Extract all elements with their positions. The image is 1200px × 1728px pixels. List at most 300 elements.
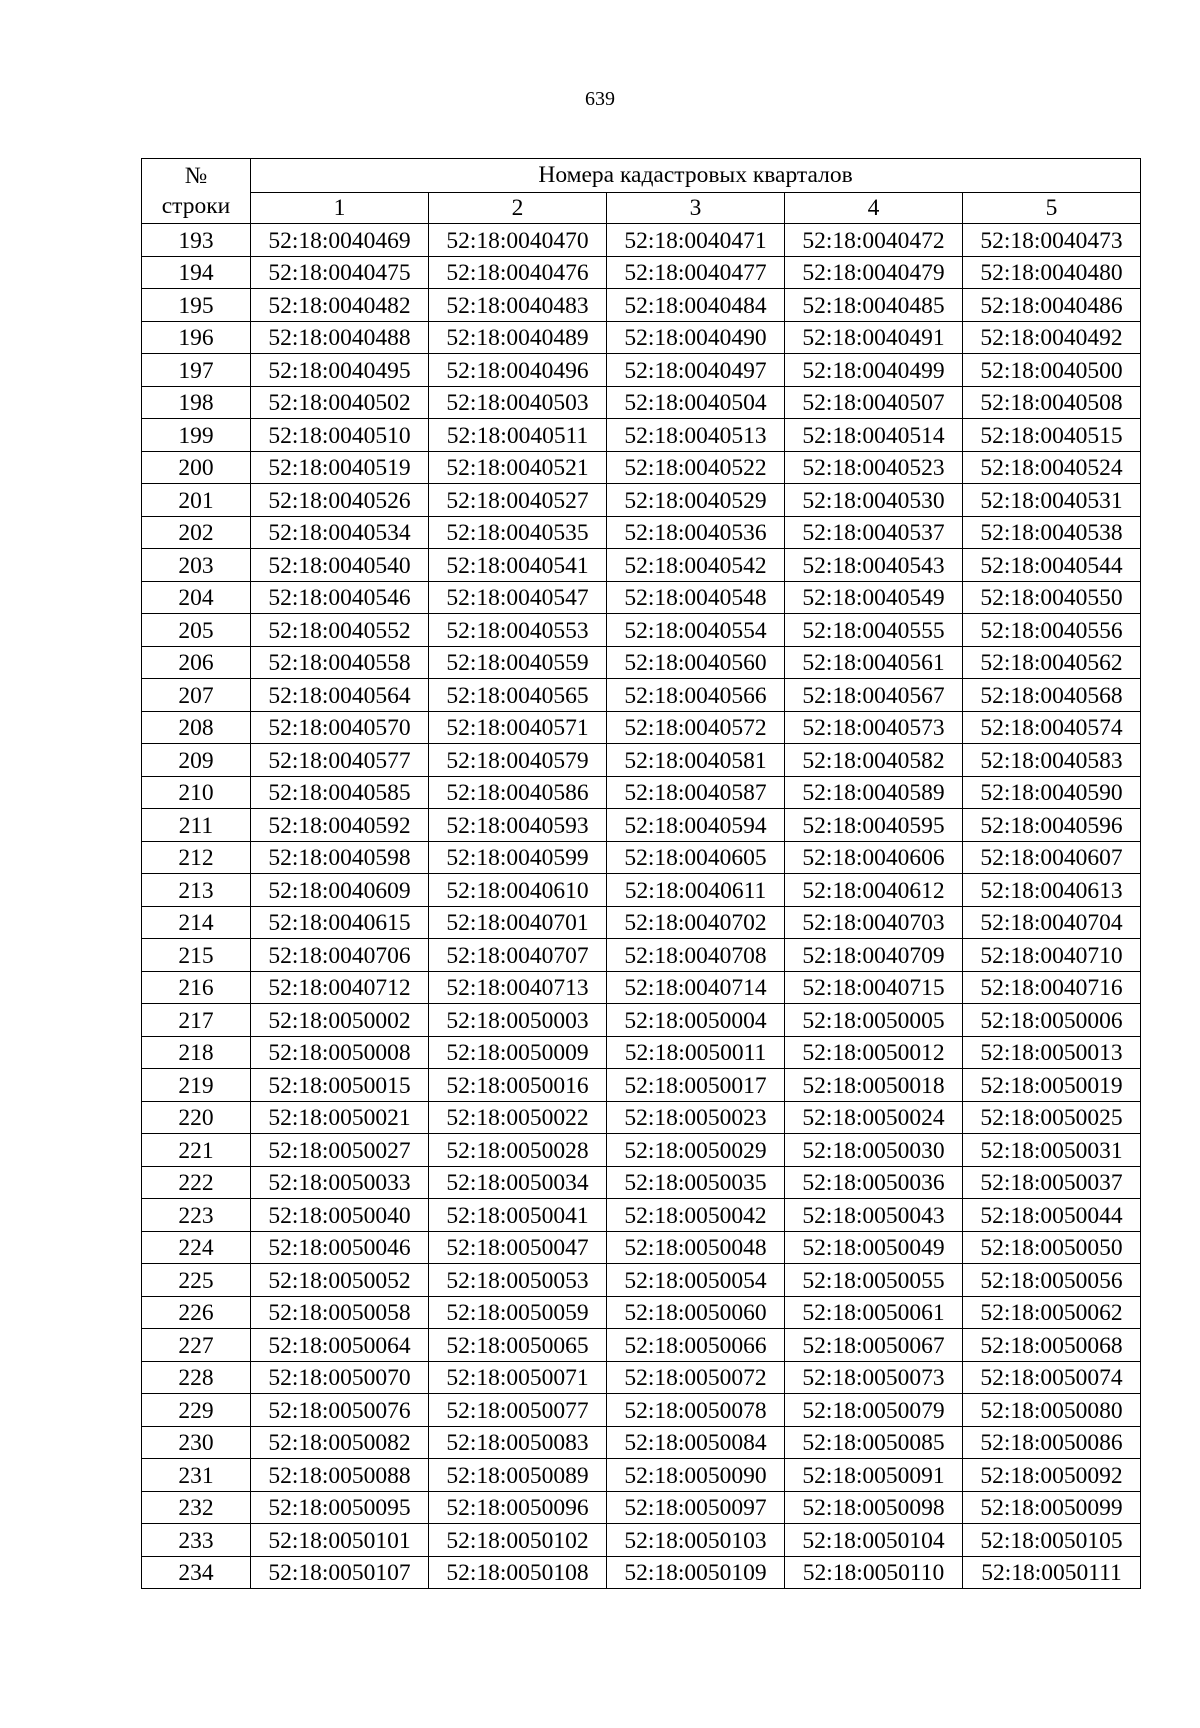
cadastral-number-cell: 52:18:0040479	[785, 256, 963, 289]
row-number-cell: 200	[142, 451, 251, 484]
cadastral-number-cell: 52:18:0040492	[963, 321, 1141, 354]
row-number-cell: 206	[142, 646, 251, 679]
cadastral-number-cell: 52:18:0040540	[251, 549, 429, 582]
row-number-cell: 217	[142, 1004, 251, 1037]
cadastral-number-cell: 52:18:0040707	[429, 939, 607, 972]
table-row	[142, 906, 1141, 939]
row-number-cell: 198	[142, 386, 251, 419]
cadastral-number-cell: 52:18:0040521	[429, 451, 607, 484]
cadastral-number-cell: 52:18:0040497	[607, 354, 785, 387]
cadastral-number-cell: 52:18:0050030	[785, 1134, 963, 1167]
cadastral-number-cell: 52:18:0040475	[251, 256, 429, 289]
cadastral-number-cell: 52:18:0040480	[963, 256, 1141, 289]
cadastral-number-cell: 52:18:0040490	[607, 321, 785, 354]
row-number-cell: 230	[142, 1426, 251, 1459]
cadastral-number-cell: 52:18:0050088	[251, 1459, 429, 1492]
cadastral-number-cell: 52:18:0050008	[251, 1036, 429, 1069]
table-row	[142, 1069, 1141, 1102]
cadastral-number-cell: 52:18:0040577	[251, 744, 429, 777]
cadastral-number-cell: 52:18:0040544	[963, 549, 1141, 582]
cadastral-number-cell: 52:18:0050083	[429, 1426, 607, 1459]
cadastral-number-cell: 52:18:0050101	[251, 1524, 429, 1557]
cadastral-number-cell: 52:18:0040590	[963, 776, 1141, 809]
cadastral-number-cell: 52:18:0050084	[607, 1426, 785, 1459]
cadastral-number-cell: 52:18:0040701	[429, 906, 607, 939]
row-number-cell: 208	[142, 711, 251, 744]
cadastral-number-cell: 52:18:0040556	[963, 614, 1141, 647]
cadastral-number-cell: 52:18:0050044	[963, 1199, 1141, 1232]
table-row	[142, 614, 1141, 647]
cadastral-number-cell: 52:18:0050080	[963, 1394, 1141, 1427]
cadastral-number-cell: 52:18:0040491	[785, 321, 963, 354]
cadastral-number-cell: 52:18:0050017	[607, 1069, 785, 1102]
cadastral-number-cell: 52:18:0040598	[251, 841, 429, 874]
cadastral-number-cell: 52:18:0050061	[785, 1296, 963, 1329]
cadastral-number-cell: 52:18:0040570	[251, 711, 429, 744]
table-row	[142, 1199, 1141, 1232]
cadastral-number-cell: 52:18:0050077	[429, 1394, 607, 1427]
cadastral-number-cell: 52:18:0040535	[429, 516, 607, 549]
table-row	[142, 1361, 1141, 1394]
cadastral-number-cell: 52:18:0040483	[429, 289, 607, 322]
cadastral-number-cell: 52:18:0050085	[785, 1426, 963, 1459]
cadastral-number-cell: 52:18:0040477	[607, 256, 785, 289]
cadastral-number-cell: 52:18:0040472	[785, 224, 963, 257]
cadastral-number-cell: 52:18:0040526	[251, 484, 429, 517]
cadastral-number-cell: 52:18:0040581	[607, 744, 785, 777]
cadastral-number-cell: 52:18:0040514	[785, 419, 963, 452]
table-row	[142, 1329, 1141, 1362]
table-row	[142, 711, 1141, 744]
row-number-cell: 201	[142, 484, 251, 517]
cadastral-number-cell: 52:18:0050013	[963, 1036, 1141, 1069]
cadastral-number-cell: 52:18:0040524	[963, 451, 1141, 484]
row-number-cell: 228	[142, 1361, 251, 1394]
table-row	[142, 1004, 1141, 1037]
table-row	[142, 516, 1141, 549]
cadastral-number-cell: 52:18:0050071	[429, 1361, 607, 1394]
cadastral-number-cell: 52:18:0040471	[607, 224, 785, 257]
cadastral-number-cell: 52:18:0040708	[607, 939, 785, 972]
cadastral-number-cell: 52:18:0040561	[785, 646, 963, 679]
cadastral-number-cell: 52:18:0050070	[251, 1361, 429, 1394]
cadastral-number-cell: 52:18:0040712	[251, 971, 429, 1004]
page-number: 639	[585, 88, 615, 110]
cadastral-number-cell: 52:18:0040529	[607, 484, 785, 517]
row-number-cell: 207	[142, 679, 251, 712]
table-row	[142, 1491, 1141, 1524]
cadastral-number-cell: 52:18:0050091	[785, 1459, 963, 1492]
cadastral-number-cell: 52:18:0040530	[785, 484, 963, 517]
table-row	[142, 1459, 1141, 1492]
cadastral-number-cell: 52:18:0040592	[251, 809, 429, 842]
row-number-cell: 196	[142, 321, 251, 354]
cadastral-number-cell: 52:18:0050027	[251, 1134, 429, 1167]
cadastral-number-cell: 52:18:0050021	[251, 1101, 429, 1134]
cadastral-number-cell: 52:18:0040549	[785, 581, 963, 614]
row-number-cell: 234	[142, 1556, 251, 1589]
row-number-cell: 212	[142, 841, 251, 874]
cadastral-number-cell: 52:18:0040715	[785, 971, 963, 1004]
cadastral-number-cell: 52:18:0040615	[251, 906, 429, 939]
row-number-cell: 203	[142, 549, 251, 582]
column-header-2: 2	[429, 193, 607, 224]
header-row-columns	[142, 193, 1141, 224]
cadastral-number-cell: 52:18:0040566	[607, 679, 785, 712]
cadastral-number-cell: 52:18:0040486	[963, 289, 1141, 322]
cadastral-number-cell: 52:18:0040476	[429, 256, 607, 289]
header-row-top	[142, 159, 1141, 193]
table-row	[142, 484, 1141, 517]
table-header	[142, 159, 1141, 224]
table-row	[142, 1101, 1141, 1134]
cadastral-number-cell: 52:18:0050055	[785, 1264, 963, 1297]
cadastral-number-cell: 52:18:0040605	[607, 841, 785, 874]
row-number-cell: 194	[142, 256, 251, 289]
cadastral-number-cell: 52:18:0040508	[963, 386, 1141, 419]
cadastral-number-cell: 52:18:0040485	[785, 289, 963, 322]
cadastral-number-cell: 52:18:0050076	[251, 1394, 429, 1427]
row-number-header-label: строки	[161, 193, 231, 219]
cadastral-number-cell: 52:18:0040513	[607, 419, 785, 452]
table-row	[142, 1231, 1141, 1264]
cadastral-number-cell: 52:18:0040510	[251, 419, 429, 452]
table-body	[142, 224, 1141, 1589]
table-row	[142, 1394, 1141, 1427]
cadastral-number-cell: 52:18:0050079	[785, 1394, 963, 1427]
cadastral-number-cell: 52:18:0040610	[429, 874, 607, 907]
cadastral-number-cell: 52:18:0040536	[607, 516, 785, 549]
cadastral-number-cell: 52:18:0040704	[963, 906, 1141, 939]
cadastral-number-cell: 52:18:0040502	[251, 386, 429, 419]
cadastral-number-cell: 52:18:0050022	[429, 1101, 607, 1134]
cadastral-number-cell: 52:18:0050050	[963, 1231, 1141, 1264]
table-row	[142, 1166, 1141, 1199]
cadastral-number-cell: 52:18:0050095	[251, 1491, 429, 1524]
cadastral-number-cell: 52:18:0040547	[429, 581, 607, 614]
cadastral-number-cell: 52:18:0050089	[429, 1459, 607, 1492]
cadastral-number-cell: 52:18:0050078	[607, 1394, 785, 1427]
cadastral-number-cell: 52:18:0040567	[785, 679, 963, 712]
cadastral-number-cell: 52:18:0040519	[251, 451, 429, 484]
cadastral-number-cell: 52:18:0040523	[785, 451, 963, 484]
table-row	[142, 971, 1141, 1004]
column-header-3: 3	[607, 193, 785, 224]
cadastral-number-cell: 52:18:0050107	[251, 1556, 429, 1589]
row-number-cell: 223	[142, 1199, 251, 1232]
cadastral-number-cell: 52:18:0040515	[963, 419, 1141, 452]
table-row	[142, 646, 1141, 679]
row-number-header	[142, 159, 251, 224]
cadastral-number-cell: 52:18:0040554	[607, 614, 785, 647]
cadastral-number-cell: 52:18:0040607	[963, 841, 1141, 874]
cadastral-number-cell: 52:18:0040596	[963, 809, 1141, 842]
cadastral-number-cell: 52:18:0050110	[785, 1556, 963, 1589]
table-row	[142, 1134, 1141, 1167]
cadastral-number-cell: 52:18:0050082	[251, 1426, 429, 1459]
row-number-cell: 205	[142, 614, 251, 647]
table-row	[142, 776, 1141, 809]
cadastral-number-cell: 52:18:0040571	[429, 711, 607, 744]
cadastral-number-cell: 52:18:0050005	[785, 1004, 963, 1037]
cadastral-number-cell: 52:18:0040484	[607, 289, 785, 322]
cadastral-number-cell: 52:18:0040572	[607, 711, 785, 744]
cadastral-number-cell: 52:18:0050011	[607, 1036, 785, 1069]
cadastral-number-cell: 52:18:0050090	[607, 1459, 785, 1492]
cadastral-number-cell: 52:18:0050052	[251, 1264, 429, 1297]
cadastral-number-cell: 52:18:0040583	[963, 744, 1141, 777]
column-header-5: 5	[963, 193, 1141, 224]
column-header-1: 1	[251, 193, 429, 224]
cadastral-number-cell: 52:18:0040469	[251, 224, 429, 257]
row-number-cell: 225	[142, 1264, 251, 1297]
cadastral-number-cell: 52:18:0050062	[963, 1296, 1141, 1329]
cadastral-number-cell: 52:18:0040546	[251, 581, 429, 614]
cadastral-number-cell: 52:18:0040593	[429, 809, 607, 842]
row-number-cell: 210	[142, 776, 251, 809]
row-number-cell: 218	[142, 1036, 251, 1069]
row-number-header-symbol: №	[184, 163, 208, 189]
cadastral-number-cell: 52:18:0040534	[251, 516, 429, 549]
cadastral-number-cell: 52:18:0050096	[429, 1491, 607, 1524]
cadastral-number-cell: 52:18:0050009	[429, 1036, 607, 1069]
cadastral-number-cell: 52:18:0040537	[785, 516, 963, 549]
cadastral-number-cell: 52:18:0040710	[963, 939, 1141, 972]
cadastral-quarters-table	[141, 158, 1141, 1589]
table-row	[142, 224, 1141, 257]
cadastral-number-cell: 52:18:0050015	[251, 1069, 429, 1102]
cadastral-number-cell: 52:18:0050067	[785, 1329, 963, 1362]
cadastral-number-cell: 52:18:0040531	[963, 484, 1141, 517]
cadastral-number-cell: 52:18:0040585	[251, 776, 429, 809]
cadastral-number-cell: 52:18:0050092	[963, 1459, 1141, 1492]
cadastral-number-cell: 52:18:0050064	[251, 1329, 429, 1362]
cadastral-number-cell: 52:18:0050053	[429, 1264, 607, 1297]
cadastral-number-cell: 52:18:0040586	[429, 776, 607, 809]
table-row	[142, 1296, 1141, 1329]
row-number-cell: 211	[142, 809, 251, 842]
cadastral-number-cell: 52:18:0040594	[607, 809, 785, 842]
cadastral-number-cell: 52:18:0040550	[963, 581, 1141, 614]
cadastral-number-cell: 52:18:0050068	[963, 1329, 1141, 1362]
cadastral-number-cell: 52:18:0050043	[785, 1199, 963, 1232]
cadastral-number-cell: 52:18:0040500	[963, 354, 1141, 387]
cadastral-number-cell: 52:18:0050029	[607, 1134, 785, 1167]
cadastral-number-cell: 52:18:0050104	[785, 1524, 963, 1557]
row-number-cell: 202	[142, 516, 251, 549]
table-row	[142, 419, 1141, 452]
cadastral-number-cell: 52:18:0050111	[963, 1556, 1141, 1589]
cadastral-number-cell: 52:18:0040482	[251, 289, 429, 322]
cadastral-number-cell: 52:18:0040564	[251, 679, 429, 712]
cadastral-number-cell: 52:18:0050004	[607, 1004, 785, 1037]
cadastral-number-cell: 52:18:0050065	[429, 1329, 607, 1362]
cadastral-number-cell: 52:18:0050049	[785, 1231, 963, 1264]
cadastral-number-cell: 52:18:0040470	[429, 224, 607, 257]
table-row	[142, 549, 1141, 582]
table-row	[142, 354, 1141, 387]
table-row	[142, 1036, 1141, 1069]
cadastral-number-cell: 52:18:0040560	[607, 646, 785, 679]
cadastral-number-cell: 52:18:0040488	[251, 321, 429, 354]
cadastral-number-cell: 52:18:0050024	[785, 1101, 963, 1134]
cadastral-number-cell: 52:18:0040473	[963, 224, 1141, 257]
cadastral-number-cell: 52:18:0040548	[607, 581, 785, 614]
row-number-cell: 213	[142, 874, 251, 907]
cadastral-number-cell: 52:18:0050105	[963, 1524, 1141, 1557]
cadastral-number-cell: 52:18:0040599	[429, 841, 607, 874]
cadastral-number-cell: 52:18:0050108	[429, 1556, 607, 1589]
row-number-cell: 221	[142, 1134, 251, 1167]
cadastral-number-cell: 52:18:0040706	[251, 939, 429, 972]
row-number-cell: 233	[142, 1524, 251, 1557]
cadastral-number-cell: 52:18:0050103	[607, 1524, 785, 1557]
table-row	[142, 256, 1141, 289]
cadastral-number-cell: 52:18:0050066	[607, 1329, 785, 1362]
cadastral-number-cell: 52:18:0040538	[963, 516, 1141, 549]
cadastral-number-cell: 52:18:0050037	[963, 1166, 1141, 1199]
cadastral-number-cell: 52:18:0050097	[607, 1491, 785, 1524]
cadastral-number-cell: 52:18:0040541	[429, 549, 607, 582]
table-row	[142, 289, 1141, 322]
column-header-4: 4	[785, 193, 963, 224]
cadastral-number-cell: 52:18:0050028	[429, 1134, 607, 1167]
cadastral-number-cell: 52:18:0050031	[963, 1134, 1141, 1167]
cadastral-number-cell: 52:18:0040507	[785, 386, 963, 419]
group-title-header: Номера кадастровых кварталов	[251, 159, 1141, 193]
row-number-cell: 232	[142, 1491, 251, 1524]
cadastral-number-cell: 52:18:0050040	[251, 1199, 429, 1232]
cadastral-number-cell: 52:18:0050025	[963, 1101, 1141, 1134]
table-row	[142, 1426, 1141, 1459]
table-row	[142, 841, 1141, 874]
cadastral-number-cell: 52:18:0050036	[785, 1166, 963, 1199]
cadastral-number-cell: 52:18:0050042	[607, 1199, 785, 1232]
cadastral-number-cell: 52:18:0040553	[429, 614, 607, 647]
cadastral-number-cell: 52:18:0050054	[607, 1264, 785, 1297]
cadastral-number-cell: 52:18:0050098	[785, 1491, 963, 1524]
cadastral-number-cell: 52:18:0040713	[429, 971, 607, 1004]
cadastral-number-cell: 52:18:0040562	[963, 646, 1141, 679]
row-number-cell: 204	[142, 581, 251, 614]
cadastral-number-cell: 52:18:0040496	[429, 354, 607, 387]
row-number-cell: 222	[142, 1166, 251, 1199]
cadastral-number-cell: 52:18:0040579	[429, 744, 607, 777]
cadastral-number-cell: 52:18:0040559	[429, 646, 607, 679]
cadastral-number-cell: 52:18:0050023	[607, 1101, 785, 1134]
table-row	[142, 874, 1141, 907]
cadastral-number-cell: 52:18:0040504	[607, 386, 785, 419]
table-row	[142, 1264, 1141, 1297]
table-row	[142, 386, 1141, 419]
row-number-cell: 214	[142, 906, 251, 939]
cadastral-number-cell: 52:18:0050047	[429, 1231, 607, 1264]
cadastral-number-cell: 52:18:0040589	[785, 776, 963, 809]
cadastral-number-cell: 52:18:0050072	[607, 1361, 785, 1394]
row-number-cell: 195	[142, 289, 251, 322]
cadastral-number-cell: 52:18:0040503	[429, 386, 607, 419]
cadastral-number-cell: 52:18:0040511	[429, 419, 607, 452]
cadastral-number-cell: 52:18:0040555	[785, 614, 963, 647]
row-number-cell: 215	[142, 939, 251, 972]
cadastral-number-cell: 52:18:0040489	[429, 321, 607, 354]
cadastral-number-cell: 52:18:0050012	[785, 1036, 963, 1069]
table-row	[142, 1556, 1141, 1589]
cadastral-number-cell: 52:18:0050086	[963, 1426, 1141, 1459]
cadastral-number-cell: 52:18:0050109	[607, 1556, 785, 1589]
row-number-cell: 226	[142, 1296, 251, 1329]
cadastral-number-cell: 52:18:0040612	[785, 874, 963, 907]
cadastral-number-cell: 52:18:0050035	[607, 1166, 785, 1199]
table-row	[142, 679, 1141, 712]
cadastral-number-cell: 52:18:0040495	[251, 354, 429, 387]
table-row	[142, 1524, 1141, 1557]
row-number-cell: 199	[142, 419, 251, 452]
cadastral-number-cell: 52:18:0040709	[785, 939, 963, 972]
cadastral-number-cell: 52:18:0040558	[251, 646, 429, 679]
cadastral-number-cell: 52:18:0040582	[785, 744, 963, 777]
cadastral-number-cell: 52:18:0040714	[607, 971, 785, 1004]
table-row	[142, 321, 1141, 354]
table-row	[142, 809, 1141, 842]
cadastral-number-cell: 52:18:0040552	[251, 614, 429, 647]
cadastral-number-cell: 52:18:0050048	[607, 1231, 785, 1264]
cadastral-number-cell: 52:18:0040527	[429, 484, 607, 517]
row-number-cell: 193	[142, 224, 251, 257]
table-row	[142, 744, 1141, 777]
cadastral-number-cell: 52:18:0040595	[785, 809, 963, 842]
cadastral-number-cell: 52:18:0050073	[785, 1361, 963, 1394]
cadastral-number-cell: 52:18:0050102	[429, 1524, 607, 1557]
cadastral-number-cell: 52:18:0040609	[251, 874, 429, 907]
table-row	[142, 451, 1141, 484]
cadastral-number-cell: 52:18:0050003	[429, 1004, 607, 1037]
cadastral-number-cell: 52:18:0040542	[607, 549, 785, 582]
row-number-cell: 231	[142, 1459, 251, 1492]
cadastral-number-cell: 52:18:0050019	[963, 1069, 1141, 1102]
cadastral-number-cell: 52:18:0040606	[785, 841, 963, 874]
row-number-cell: 220	[142, 1101, 251, 1134]
cadastral-number-cell: 52:18:0050099	[963, 1491, 1141, 1524]
cadastral-number-cell: 52:18:0050034	[429, 1166, 607, 1199]
row-number-cell: 229	[142, 1394, 251, 1427]
cadastral-number-cell: 52:18:0050018	[785, 1069, 963, 1102]
cadastral-number-cell: 52:18:0050002	[251, 1004, 429, 1037]
cadastral-number-cell: 52:18:0040702	[607, 906, 785, 939]
cadastral-number-cell: 52:18:0040565	[429, 679, 607, 712]
table-row	[142, 939, 1141, 972]
row-number-cell: 216	[142, 971, 251, 1004]
cadastral-number-cell: 52:18:0050041	[429, 1199, 607, 1232]
cadastral-number-cell: 52:18:0050058	[251, 1296, 429, 1329]
cadastral-number-cell: 52:18:0040587	[607, 776, 785, 809]
cadastral-number-cell: 52:18:0040574	[963, 711, 1141, 744]
cadastral-number-cell: 52:18:0050033	[251, 1166, 429, 1199]
cadastral-number-cell: 52:18:0040703	[785, 906, 963, 939]
row-number-cell: 209	[142, 744, 251, 777]
cadastral-number-cell: 52:18:0040613	[963, 874, 1141, 907]
cadastral-number-cell: 52:18:0040716	[963, 971, 1141, 1004]
cadastral-number-cell: 52:18:0040568	[963, 679, 1141, 712]
row-number-cell: 197	[142, 354, 251, 387]
cadastral-number-cell: 52:18:0050060	[607, 1296, 785, 1329]
cadastral-number-cell: 52:18:0040499	[785, 354, 963, 387]
cadastral-number-cell: 52:18:0040543	[785, 549, 963, 582]
row-number-cell: 227	[142, 1329, 251, 1362]
cadastral-number-cell: 52:18:0040573	[785, 711, 963, 744]
cadastral-number-cell: 52:18:0050046	[251, 1231, 429, 1264]
table-row	[142, 581, 1141, 614]
